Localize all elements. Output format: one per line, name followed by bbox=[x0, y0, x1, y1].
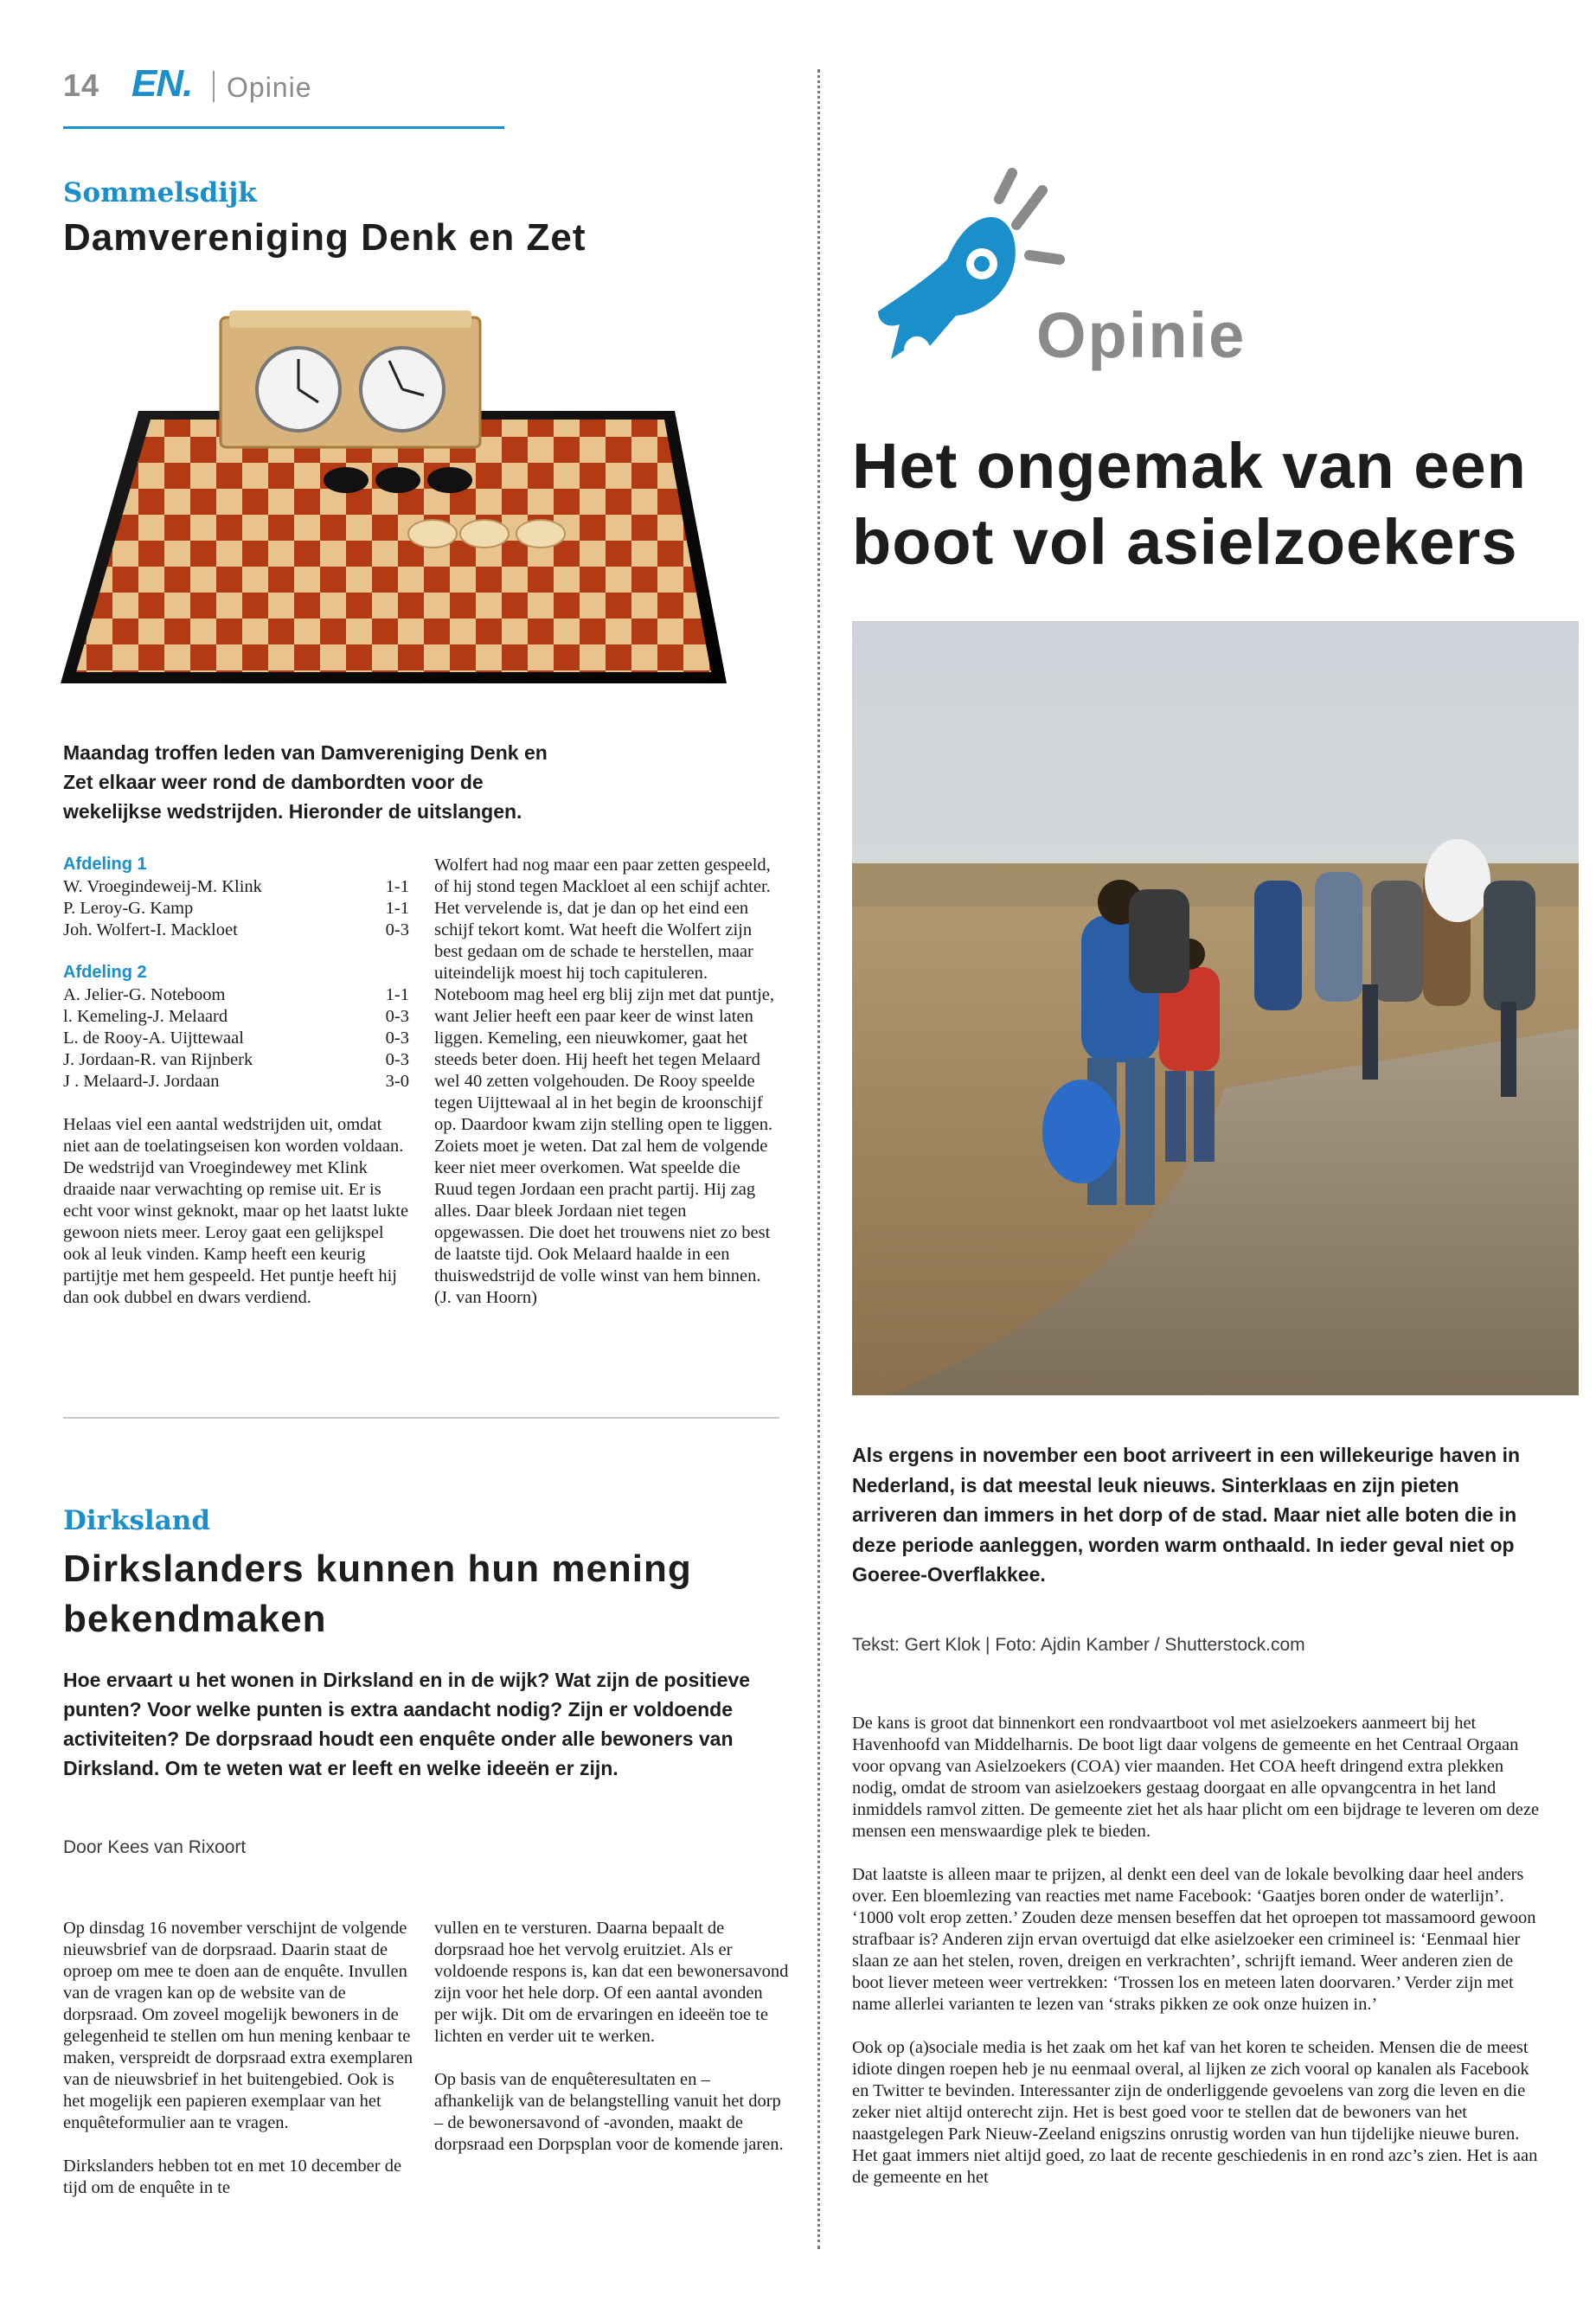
article-separator bbox=[63, 1417, 779, 1419]
opinion-title: Het ongemak van een boot vol asielzoekers bbox=[852, 430, 1527, 578]
result-row bbox=[63, 1006, 409, 1028]
article2-title: Dirkslanders kunnen hun mening bekendmaken bbox=[63, 1548, 692, 1640]
article2-col1 bbox=[63, 1918, 418, 2221]
article2-kicker: Dirksland bbox=[63, 1505, 211, 1536]
article1-kicker: Sommelsdijk bbox=[63, 177, 257, 208]
article1-col2-text: Wolfert had nog maar een paar zetten gespeeld, of hij stond tegen Mackloet al een schijf achter. Het vervelende is, dat je dan op het eind een schijf tekort komt. Wat heeft die Wolfert zijn best gedaan om de schade te herstellen, maar uiteindelijk moest hij toch capituleren. Noteboom mag heel erg blij zijn met dat puntje, want Jelier heeft een paar keer de winst laten liggen. Kemeling, een nieuwkomer, gaat het steeds beter doen. Hij heeft het tegen Melaard wel 40 zetten volgehouden. De Rooy speelde tegen Uijttewaal al in het begin de kroonschijf op. Daardoor kwam zijn stelling open te liggen. Zoiets moet je weten. Dat zal hem de volgende keer niet meer overkomen. Wat speelde die Ruud tegen Jordaan een pracht partij. Hij zag alles. Daar bleek Jordaan niet tegen opgewassen. Die doet het trouwens niet zo best de laatste tijd. Ook Melaard haalde in een thuiswedstrijd de volle winst van hem binnen. (J. van Hoorn) bbox=[434, 856, 775, 1307]
opinion-body bbox=[852, 1713, 1544, 2210]
result-score: 3-0 bbox=[385, 1072, 409, 1091]
article2-intro: Hoe ervaart u het wonen in Dirksland en in de wijk? Wat zijn de positieve punten? Voor welke punten is extra aandacht nodig? Zijn er voldoende activiteiten? De dorpsraad houdt een enquête onder alle bewoners van Dirksland. Om te weten wat er leeft en welke ideeën er zijn. bbox=[63, 1669, 751, 1779]
refugees-photo bbox=[852, 621, 1579, 1395]
page-number: 14 bbox=[63, 67, 100, 103]
header-rule bbox=[63, 126, 504, 129]
header-separator bbox=[213, 71, 215, 102]
result-score: 1-1 bbox=[385, 985, 409, 1004]
article1-col1-text: Helaas viel een aantal wedstrijden uit, omdat niet aan de toelatingseisen kon worden voldaan. De wedstrijd van Vroegindewey met Klink draaide naar verwachting op remise uit. Er is echt voor winst geknokt, maar op het laatst lukte gewoon niets meer. Leroy gaat een gelijkspel ook al leuk vinden. Kamp heeft een keurig partijtje met hem gespeeld. Het puntje heeft hij dan ook dubbel en dwars verdiend. bbox=[63, 1115, 409, 1307]
result-row bbox=[63, 898, 409, 920]
article2-byline: Door Kees van Rixoort bbox=[63, 1837, 247, 1857]
result-row bbox=[63, 876, 409, 898]
article1-intro: Maandag troffen leden van Damvereniging Denk en Zet elkaar weer rond de dambordten voor de wekelijkse wedstrijden. Hieronder de uitslangen. bbox=[63, 741, 548, 823]
opinion-credit: Tekst: Gert Klok | Foto: Ajdin Kamber / Shutterstock.com bbox=[852, 1635, 1305, 1655]
opinion-logo-text: Opinie bbox=[1036, 299, 1247, 371]
opinion-paragraph-1: De kans is groot dat binnenkort een rondvaartboot vol met asielzoekers aanmeert bij het Havenhoofd van Middelharnis. De boot ligt daar volgens de gemeente en het Centraal Orgaan voor opvang van Asielzoekers (COA) vier maanden. Het COA heeft dringend extra plekken nodig, omdat de stroom van asielzoekers gestaag doorgaat en alle opvangcentra in het land inmiddels ramvol zitten. De gemeente ziet het als haar plicht om een bijdrage te leveren om deze mensen een menswaardige plek te bieden. bbox=[852, 1714, 1540, 1841]
result-score: 1-1 bbox=[385, 877, 409, 896]
division2-label: Afdeling 2 bbox=[63, 963, 147, 982]
result-row bbox=[63, 920, 409, 941]
result-match: L. de Rooy-A. Uijttewaal bbox=[63, 1029, 244, 1048]
division1-results bbox=[63, 876, 409, 941]
result-score: 0-3 bbox=[385, 1029, 409, 1048]
result-score: 0-3 bbox=[385, 920, 409, 939]
article2-col1-p2: Dirkslanders hebben tot en met 10 december de tijd om de enquête in te bbox=[63, 2157, 402, 2197]
article2-col1-p1: Op dinsdag 16 november verschijnt de volgende nieuwsbrief van de dorpsraad. Daarin staat de oproep om mee te doen aan de enquête. Invullen van de vragen kan op de website van de dorpsraad. Om zoveel mogelijk bewoners in de gelegenheid te stellen om hun mening kenbaar te maken, verspreidt de dorpsraad extra exemplaren van de nieuwsbrief in het buitengebied. Ook is het mogelijk een papieren exemplaar van het enquêteformulier aan te vragen. bbox=[63, 1919, 413, 2132]
division2-results bbox=[63, 984, 409, 1093]
result-row bbox=[63, 1049, 409, 1071]
result-match: Joh. Wolfert-I. Mackloet bbox=[63, 920, 238, 939]
opinion-intro: Als ergens in november een boot arriveert in een willekeurige haven in Nederland, is dat meestal leuk nieuws. Sinterklaas en zijn pieten arriveren dan immers in het dorp of de stad. Maar niet alle boten die in deze periode aanleggen, worden warm onthaald. In ieder geval niet op Goeree-Overflakkee. bbox=[852, 1444, 1521, 1586]
checkers-board-photo bbox=[61, 307, 727, 692]
result-score: 0-3 bbox=[385, 1007, 409, 1026]
result-match: P. Leroy-G. Kamp bbox=[63, 899, 194, 918]
column-divider bbox=[817, 69, 820, 2249]
article2-col2-p1: vullen en te versturen. Daarna bepaalt de dorpsraad hoe het vervolg eruitziet. Als er voldoende respons is, kan dat een bewonersavond zijn voor het hele dorp. Of een aantal avonden per wijk. Dit om de ervaringen en ideeën toe te lichten en verder uit te werken. bbox=[434, 1919, 789, 2046]
opinion-paragraph-3: Ook op (a)sociale media is het zaak om het kaf van het koren te scheiden. Mensen die de meest idiote dingen roepen heb je nu eenmaal overal, al lijken ze zich vooral op kanalen als Facebook en Twitter te bevinden. Interessanter zijn de onderliggende gevoelens van zorg die leven en die zeker niet altijd onterecht zijn. Het is best goed voor te stellen dat de bewoners van het naastgelegen Park Nieuw-Zeeland enigszins onrustig worden van hun tijdelijke nieuwe buren. Het gaat immers niet altijd goed, zo laat de recente geschiedenis in en rond azc’s zien. Het is aan de gemeente en het bbox=[852, 2038, 1538, 2187]
brand-logo: EN. bbox=[131, 62, 193, 105]
article2-col2 bbox=[434, 1918, 789, 2177]
result-row bbox=[63, 1028, 409, 1049]
article2-col2-p2: Op basis van de enquêteresultaten en – afhankelijk van de belangstelling vanuit het dorp – de bewonersavond of -avonden, maakt de dorpsraad een Dorpsplan voor de komende jaren. bbox=[434, 2070, 784, 2154]
result-row bbox=[63, 1071, 409, 1093]
division1-label: Afdeling 1 bbox=[63, 855, 147, 874]
result-match: A. Jelier-G. Noteboom bbox=[63, 985, 226, 1004]
article1-title: Damvereniging Denk en Zet bbox=[63, 216, 586, 259]
result-match: l. Kemeling-J. Melaard bbox=[63, 1007, 228, 1026]
result-score: 0-3 bbox=[385, 1050, 409, 1069]
result-match: W. Vroegindeweij-M. Klink bbox=[63, 877, 262, 896]
result-match: J. Jordaan-R. van Rijnberk bbox=[63, 1050, 253, 1069]
opinion-paragraph-2: Dat laatste is alleen maar te prijzen, al denkt een deel van de lokale bevolking daar heel anders over. Een bloemlezing van reacties met name Facebook: ‘Gaatjes boren onder de waterlijn’. ‘1000 volt erop zetten.’ Zouden deze mensen beseffen dat het oproepen tot massamoord gewoon strafbaar is? Anderen zijn ervan overtuigd dat elke asielzoeker een crimineel is: ‘Eenmaal hier slaan ze aan het stelen, roven, dreigen en verkrachten’, schrijft iemand. Weer anderen zien de boot liever meteen weer vertrekken: ‘Trossen los en meteen laten doorvaren.’ Verder zijn met name allerlei varianten te lezen van ‘straks pikken ze ook onze huizen in.’ bbox=[852, 1865, 1536, 2014]
result-score: 1-1 bbox=[385, 899, 409, 918]
result-row bbox=[63, 984, 409, 1006]
section-label: Opinie bbox=[227, 72, 312, 103]
result-match: J . Melaard-J. Jordaan bbox=[63, 1072, 220, 1091]
